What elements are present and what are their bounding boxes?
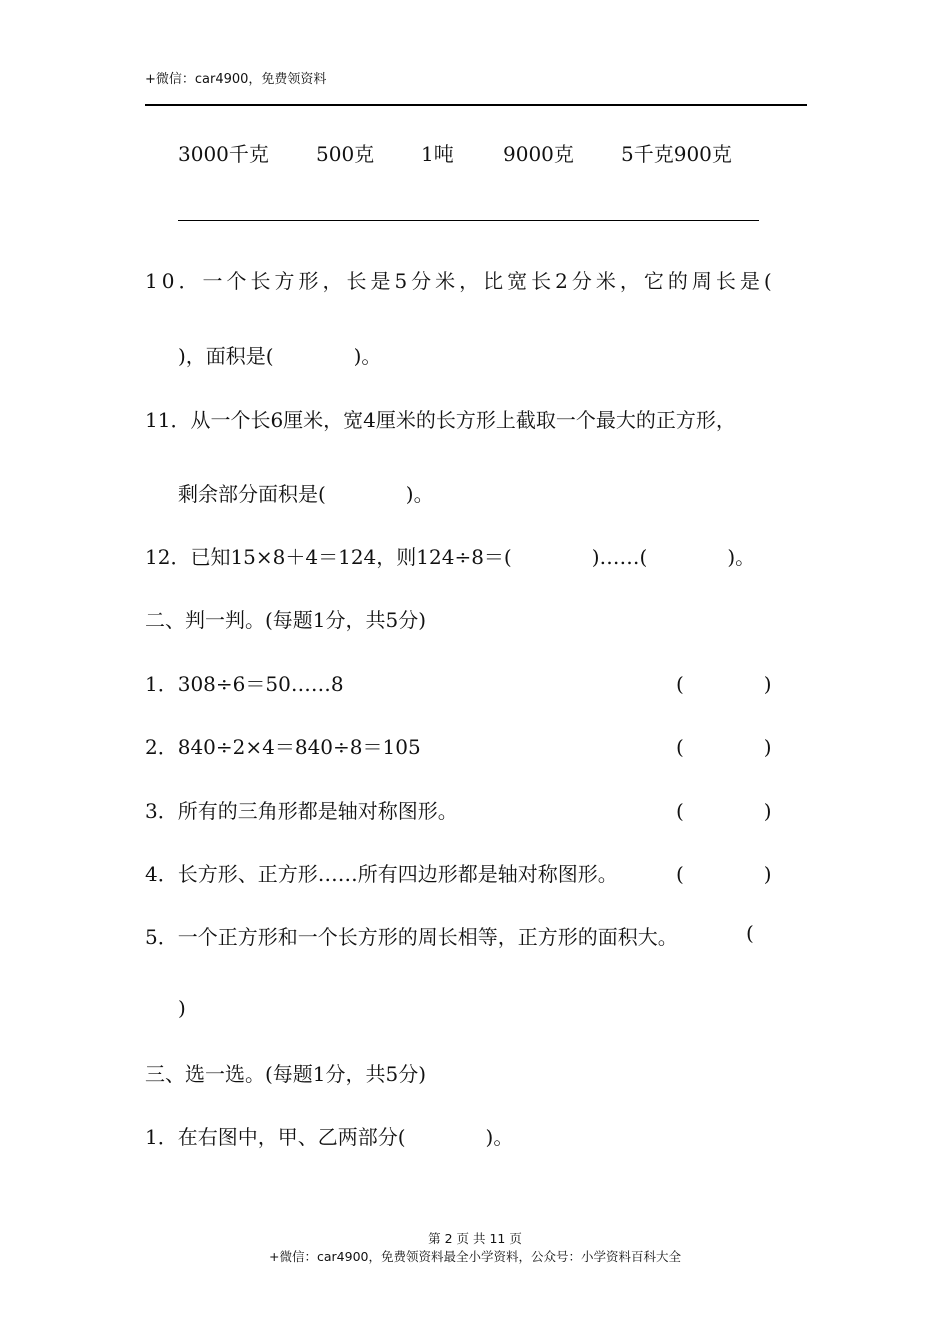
judge-item-5: 5．一个正方形和一个长方形的周长相等，正方形的面积大。	[145, 925, 678, 949]
judge-item-2: 2．840÷2×4＝840÷8＝105	[145, 735, 421, 759]
weight-item: 3000千克	[178, 142, 269, 166]
section-2-title: 二、判一判。(每题1分，共5分)	[145, 608, 427, 632]
judge-answer-paren: ( )	[676, 735, 772, 759]
weight-item: 500克	[316, 142, 375, 166]
weight-item: 1吨	[421, 142, 454, 166]
judge-answer-paren: (	[746, 921, 754, 945]
judge-answer-paren: ( )	[676, 799, 772, 823]
question-10-line2: )，面积是( )。	[178, 344, 382, 368]
section-3-title: 三、选一选。(每题1分，共5分)	[145, 1062, 427, 1086]
judge-item-3: 3．所有的三角形都是轴对称图形。	[145, 799, 458, 823]
weight-item: 5千克900克	[621, 142, 732, 166]
question-10-line1: 10．一个长方形，长是5分米，比宽长2分米，它的周长是(	[145, 269, 776, 293]
question-11-line1: 11．从一个长6厘米，宽4厘米的长方形上截取一个最大的正方形，	[145, 408, 736, 432]
judge-answer-paren: ( )	[676, 672, 772, 696]
footer-watermark: +微信：car4900，免费领资料最全小学资料，公众号：小学资料百科大全	[269, 1249, 681, 1264]
header-divider	[145, 104, 807, 106]
judge-item-1: 1．308÷6＝50……8	[145, 672, 344, 696]
judge-answer-paren: ( )	[676, 862, 772, 886]
judge-item-4: 4．长方形、正方形……所有四边形都是轴对称图形。	[145, 862, 618, 886]
page-number: 第 2 页 共 11 页	[428, 1231, 522, 1246]
question-11-line2: 剩余部分面积是( )。	[178, 482, 434, 506]
choice-item-1: 1．在右图中，甲、乙两部分( )。	[145, 1125, 514, 1149]
question-12: 12．已知15×8＋4＝124，则124÷8＝( )……( )。	[145, 545, 756, 569]
answer-line	[178, 220, 759, 221]
header-watermark: +微信：car4900，免费领资料	[145, 72, 327, 87]
judge-answer-paren-close: )	[178, 996, 186, 1020]
weight-item: 9000克	[503, 142, 574, 166]
